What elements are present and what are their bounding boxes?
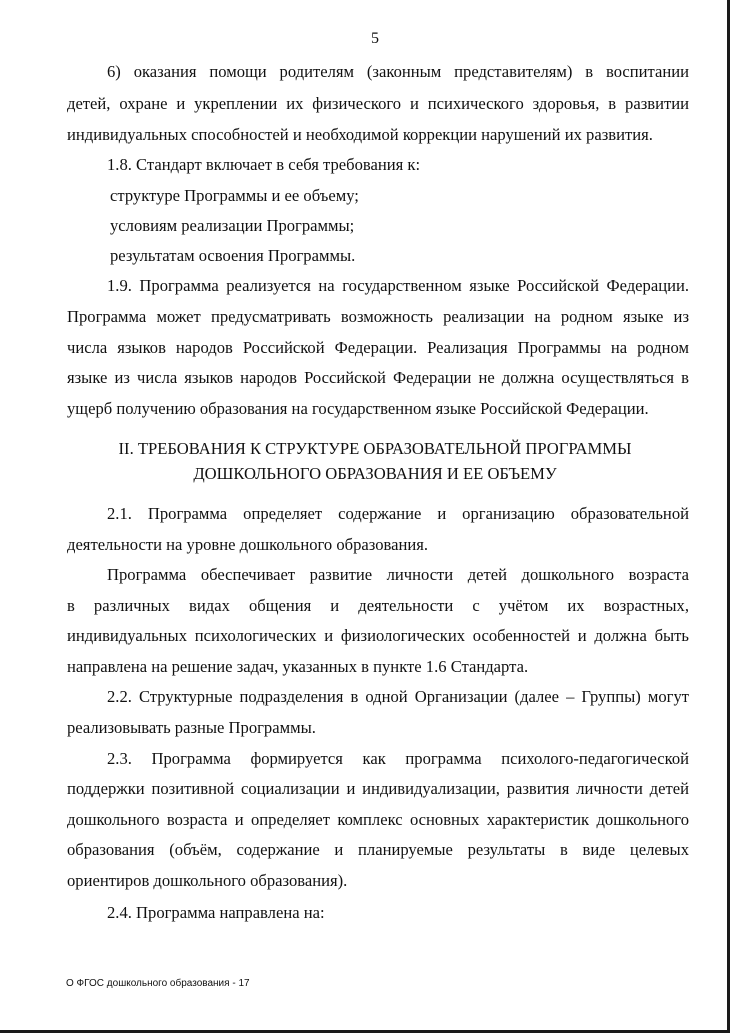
footer-note: О ФГОС дошкольного образования - 17 xyxy=(66,978,250,989)
text-line: языке из числа языков народов Российской Федерации не должна осуществляться в xyxy=(67,368,689,387)
text-line: деятельности на уровне дошкольного образования. xyxy=(67,535,429,554)
text-line: ориентиров дошкольного образования). xyxy=(67,871,348,890)
section-heading: ДОШКОЛЬНОГО ОБРАЗОВАНИЯ И ЕЕ ОБЪЕМУ xyxy=(193,464,557,483)
text-line: условиям реализации Программы; xyxy=(110,216,355,235)
text-line: ущерб получению образования на государственном языке Российской Федерации. xyxy=(67,399,649,418)
text-line: 2.4. Программа направлена на: xyxy=(107,903,325,922)
text-line: структуре Программы и ее объему; xyxy=(110,186,359,205)
section-heading: II. ТРЕБОВАНИЯ К СТРУКТУРЕ ОБРАЗОВАТЕЛЬНОЙ ПРОГРАММЫ xyxy=(118,439,632,458)
text-line: 1.9. Программа реализуется на государственном языке Российской Федерации. xyxy=(107,276,689,295)
text-line: в различных видах общения и деятельности с учётом их возрастных, xyxy=(67,596,689,615)
text-line: 2.1. Программа определяет содержание и организацию образовательной xyxy=(107,504,689,523)
text-line: 2.3. Программа формируется как программа психолого-педагогической xyxy=(107,749,689,768)
page-number: 5 xyxy=(371,30,379,47)
text-line: 1.8. Стандарт включает в себя требования к: xyxy=(107,155,421,174)
text-line: числа языков народов Российской Федерации. Реализация Программы на родном xyxy=(67,338,689,357)
text-line: дошкольного возраста и определяет комплекс основных характеристик дошкольного xyxy=(67,810,689,829)
text-line: направлена на решение задач, указанных в пункте 1.6 Стандарта. xyxy=(67,657,529,676)
text-line: детей, охране и укреплении их физического и психического здоровья, в развитии xyxy=(67,94,689,113)
text-line: индивидуальных способностей и необходимой коррекции нарушений их развития. xyxy=(67,125,653,144)
text-line: индивидуальных психологических и физиологических особенностей и должна быть xyxy=(67,626,689,645)
text-line: поддержки позитивной социализации и индивидуализации, развития личности детей xyxy=(67,779,689,798)
text-line: результатам освоения Программы. xyxy=(110,246,356,265)
text-line: реализовывать разные Программы. xyxy=(67,718,316,737)
text-line: Программа обеспечивает развитие личности детей дошкольного возраста xyxy=(107,565,689,584)
text-line: 6) оказания помощи родителям (законным представителям) в воспитании xyxy=(107,62,689,81)
text-line: образования (объём, содержание и планируемые результаты в виде целевых xyxy=(67,840,689,859)
text-line: Программа может предусматривать возможность реализации на родном языке из xyxy=(67,307,689,326)
text-line: 2.2. Структурные подразделения в одной Организации (далее – Группы) могут xyxy=(107,687,689,706)
